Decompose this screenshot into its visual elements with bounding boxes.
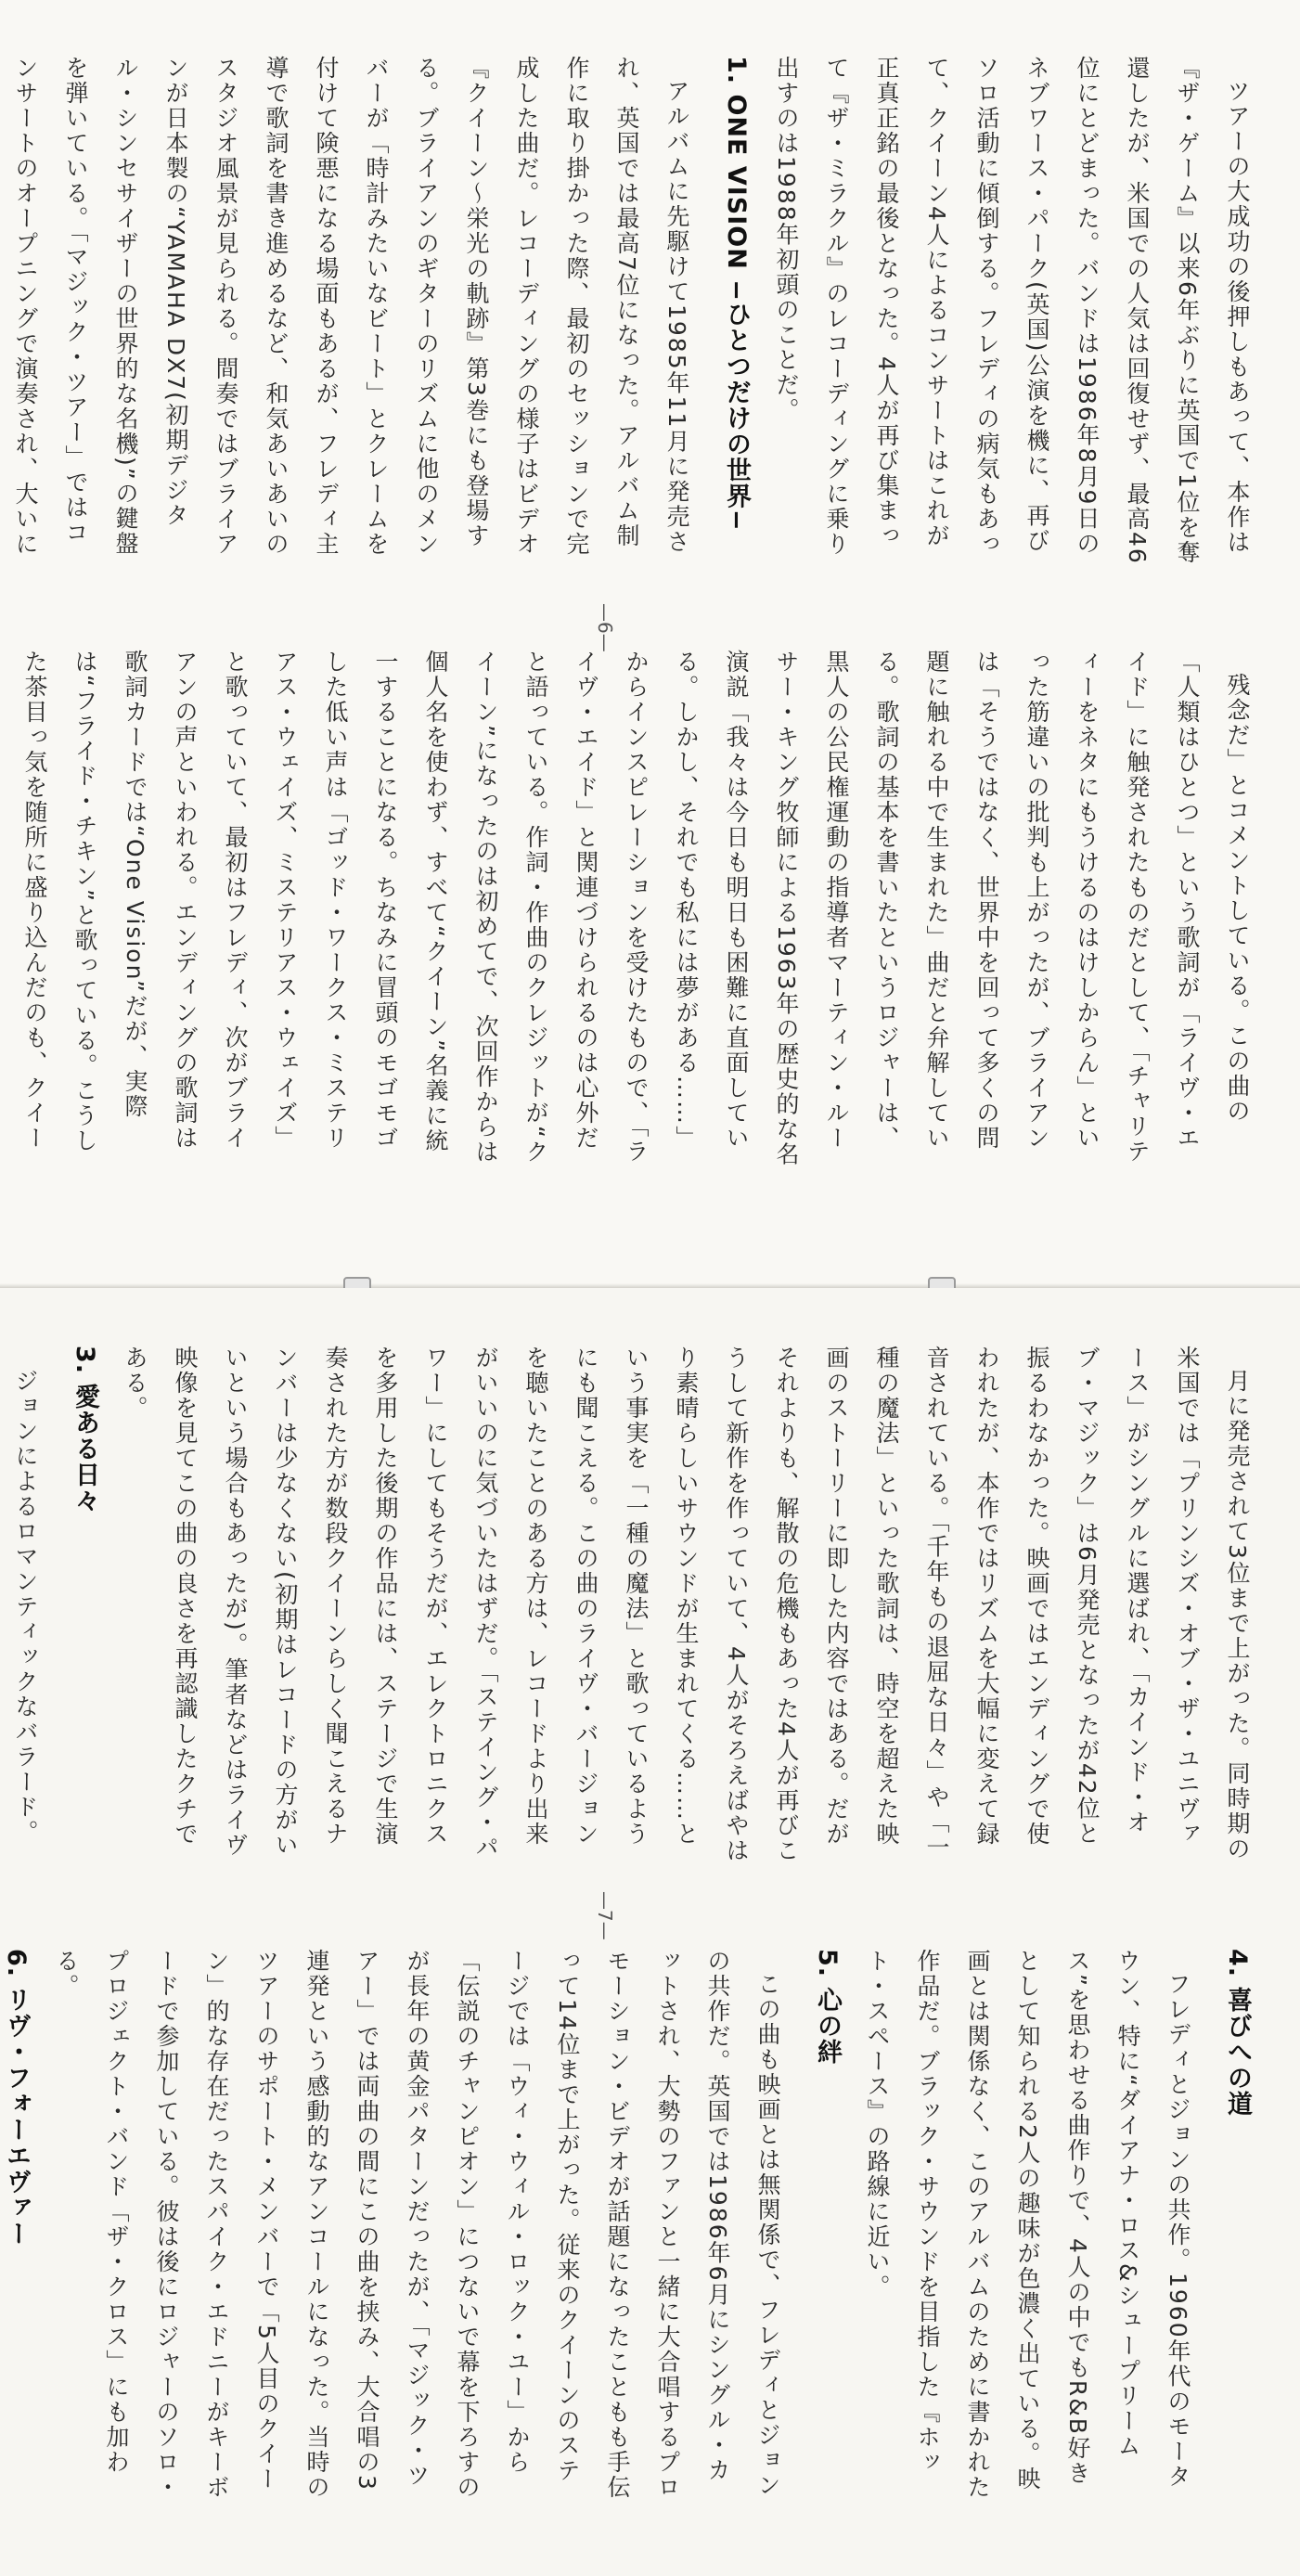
track-1-heading: 1. ONE VISION −ひとつだけの世界− <box>722 56 751 532</box>
page-number-7: —7— <box>594 1891 616 1940</box>
track-2-paragraph-continued: 月に発売されて3位まで上がった。同時期の米国では「プリンシズ・オブ・ザ・ユニヴァース」がシングルに選ばれ、「カインド・オブ・マジック」は6月発売となったが42位と振るわなかった。映画ではエンディングで使われたが、本作ではリズムを大幅に変えて録音されている。「千年もの退屈な日々」や「一種の魔法」といった歌詞は、時空を超えた映画のストーリーに即した内容ではある。だがそれよりも、解散の危機もあった4人が再びこうして新作を作っていて、4人がそろえばやはり素晴らしいサウンドが生まれてくる……という事実を「一種の魔法」と歌っているようにも聞こえる。この曲のライヴ・バージョンを聴いたことのある方は、レコードより出来がいいのに気づいたはずだ。「ステイング・パワー」にしてもそうだが、エレクトロニクスを多用した後期の作品には、ステージで生演奏された方が数段クイーンらしく聞こえるナンバーは少なくない(初期はレコードの方がいいという場合もあったが)。筆者などはライヴ映像を見てこの曲の良さを再認識したクチである。 <box>122 1346 1251 1863</box>
track-4-paragraph: フレディとジョンの共作。1960年代のモータウン、特に“ダイアナ・ロス&シュープリームス”を思わせる曲作りで、4人の中でもR&B好きとして知られる2人の趣味が色濃く出ている。映画とは関係なく、このアルバムのために書かれた作品だ。ブラック・サウンドを目指した『ホット・スペース』の路線に近い。 <box>864 1949 1191 2500</box>
track-6-heading: 6. リヴ・フォーエヴァー <box>2 1949 31 2248</box>
page-7 <box>0 1288 1300 2576</box>
intro-paragraph: ツアーの大成功の後押しもあって、本作は『ザ・ゲーム』以来6年ぶりに英国で1位を奪還したが、米国での人気は回復せず、最高46位にとどまった。バンドは1986年8月9日のネブワース・パーク(英国)公演を機に、再びソロ活動に傾倒する。フレディの病気もあって、クイーン4人によるコンサートはこれが正真正銘の最後となった。4人が再び集まって『ザ・ミラクル』のレコーディングに乗り出すのは1988年初頭のことだ。 <box>773 56 1251 565</box>
track-3-paragraph: ジョンによるロマンティックなバラード。 <box>12 1369 39 1845</box>
page-6-upper-text <box>12 56 1262 566</box>
page-number-6: —6— <box>594 603 616 652</box>
track-5-paragraph: この曲も映画とは無関係で、フレディとジョンの共作だ。英国では1986年6月にシングル・カットされ、大勢のファンと一緒に大合唱するプロモーション・ビデオが話題になったこともも手伝って14位まで上がった。従来のクイーンのステージでは「ウィ・ウィル・ロック・ユー」から「伝説のチャンピオン」につないで幕を下ろすのが長年の黄金パターンだったが、「マジック・ツアー」では両曲の間にこの曲を挟み、大合唱の3連発という感動的なアンコールになった。当時のツアーのサポート・メンバーで「5人目のクイーン」的な存在だったスパイク・エドニーがキーボードで参加している。彼は後にロジャーのソロ・プロジェクト・バンド「ザ・クロス」にも加わる。 <box>53 1949 781 2500</box>
page-7-upper-text <box>12 1346 1262 1865</box>
track-1-paragraph-continued: 残念だ」とコメントしている。この曲の「人類はひとつ」という歌詞が「ライヴ・エイド」に触発されたものだとして、「チャリティーをネタにもうけるのはけしからん」といった筋違いの批判も上がったが、ブライアンは「そうではなく、世界中を回って多くの問題に触れる中で生まれた」曲だと弁解している。歌詞の基本を書いたというロジャーは、黒人の公民権運動の指導者マーティン・ルーサー・キング牧師による1963年の歴史的な名演説「我々は今日も明日も困難に直面している。しかし、それでも私には夢がある……」からインスピレーションを受けたもので、「ライヴ・エイド」と関連づけられるのは心外だと語っている。作詞・作曲のクレジットが“クイーン”になったのは初めてで、次回作からは個人名を使わず、すべて“クイーン”名義に統一することになる。ちなみに冒頭のモゴモゴした低い声は「ゴッド・ワークス・ミステリアス・ウェイズ、ミステリアス・ウェイズ」と歌っていて、最初はフレディ、次がブライアンの声といわれる。エンディングの歌詞は歌詞カードでは“One Vision”だが、実際は“フライド・チキン”と歌っている。こうした茶目っ気を随所に盛り込んだのも、クイー <box>21 650 1251 1167</box>
track-1-paragraph: アルバムに先駆けて1985年11月に発売され、英国では最高7位になった。アルバム制作に取り掛かった際、最初のセッションで完成した曲だ。レコーディングの様子はビデオ『クイーン〜栄光の軌跡』第3巻にも登場する。ブライアンのギターのリズムに他のメンバーが「時計みたいなビート」とクレームを付けて険悪になる場面もあるが、フレディ主導で歌詞を書き進めるなど、和気あいあいのスタジオ風景が見られる。間奏ではブライアンが日本製の“YAMAHA DX7(初期デジタル・シンセサイザーの世界的な名機)”の鍵盤を弾いている。「マジック・ツアー」ではコンサートのオープニングで演奏され、大いに <box>12 56 690 557</box>
track-5-heading: 5. 心の絆 <box>813 1949 842 2066</box>
track-4-heading: 4. 喜びへの道 <box>1223 1949 1252 2118</box>
track-3-heading: 3. 愛ある日々 <box>71 1346 99 1514</box>
page-6-lower-text <box>21 650 1262 1169</box>
page-7-lower-text <box>2 1949 1262 2505</box>
